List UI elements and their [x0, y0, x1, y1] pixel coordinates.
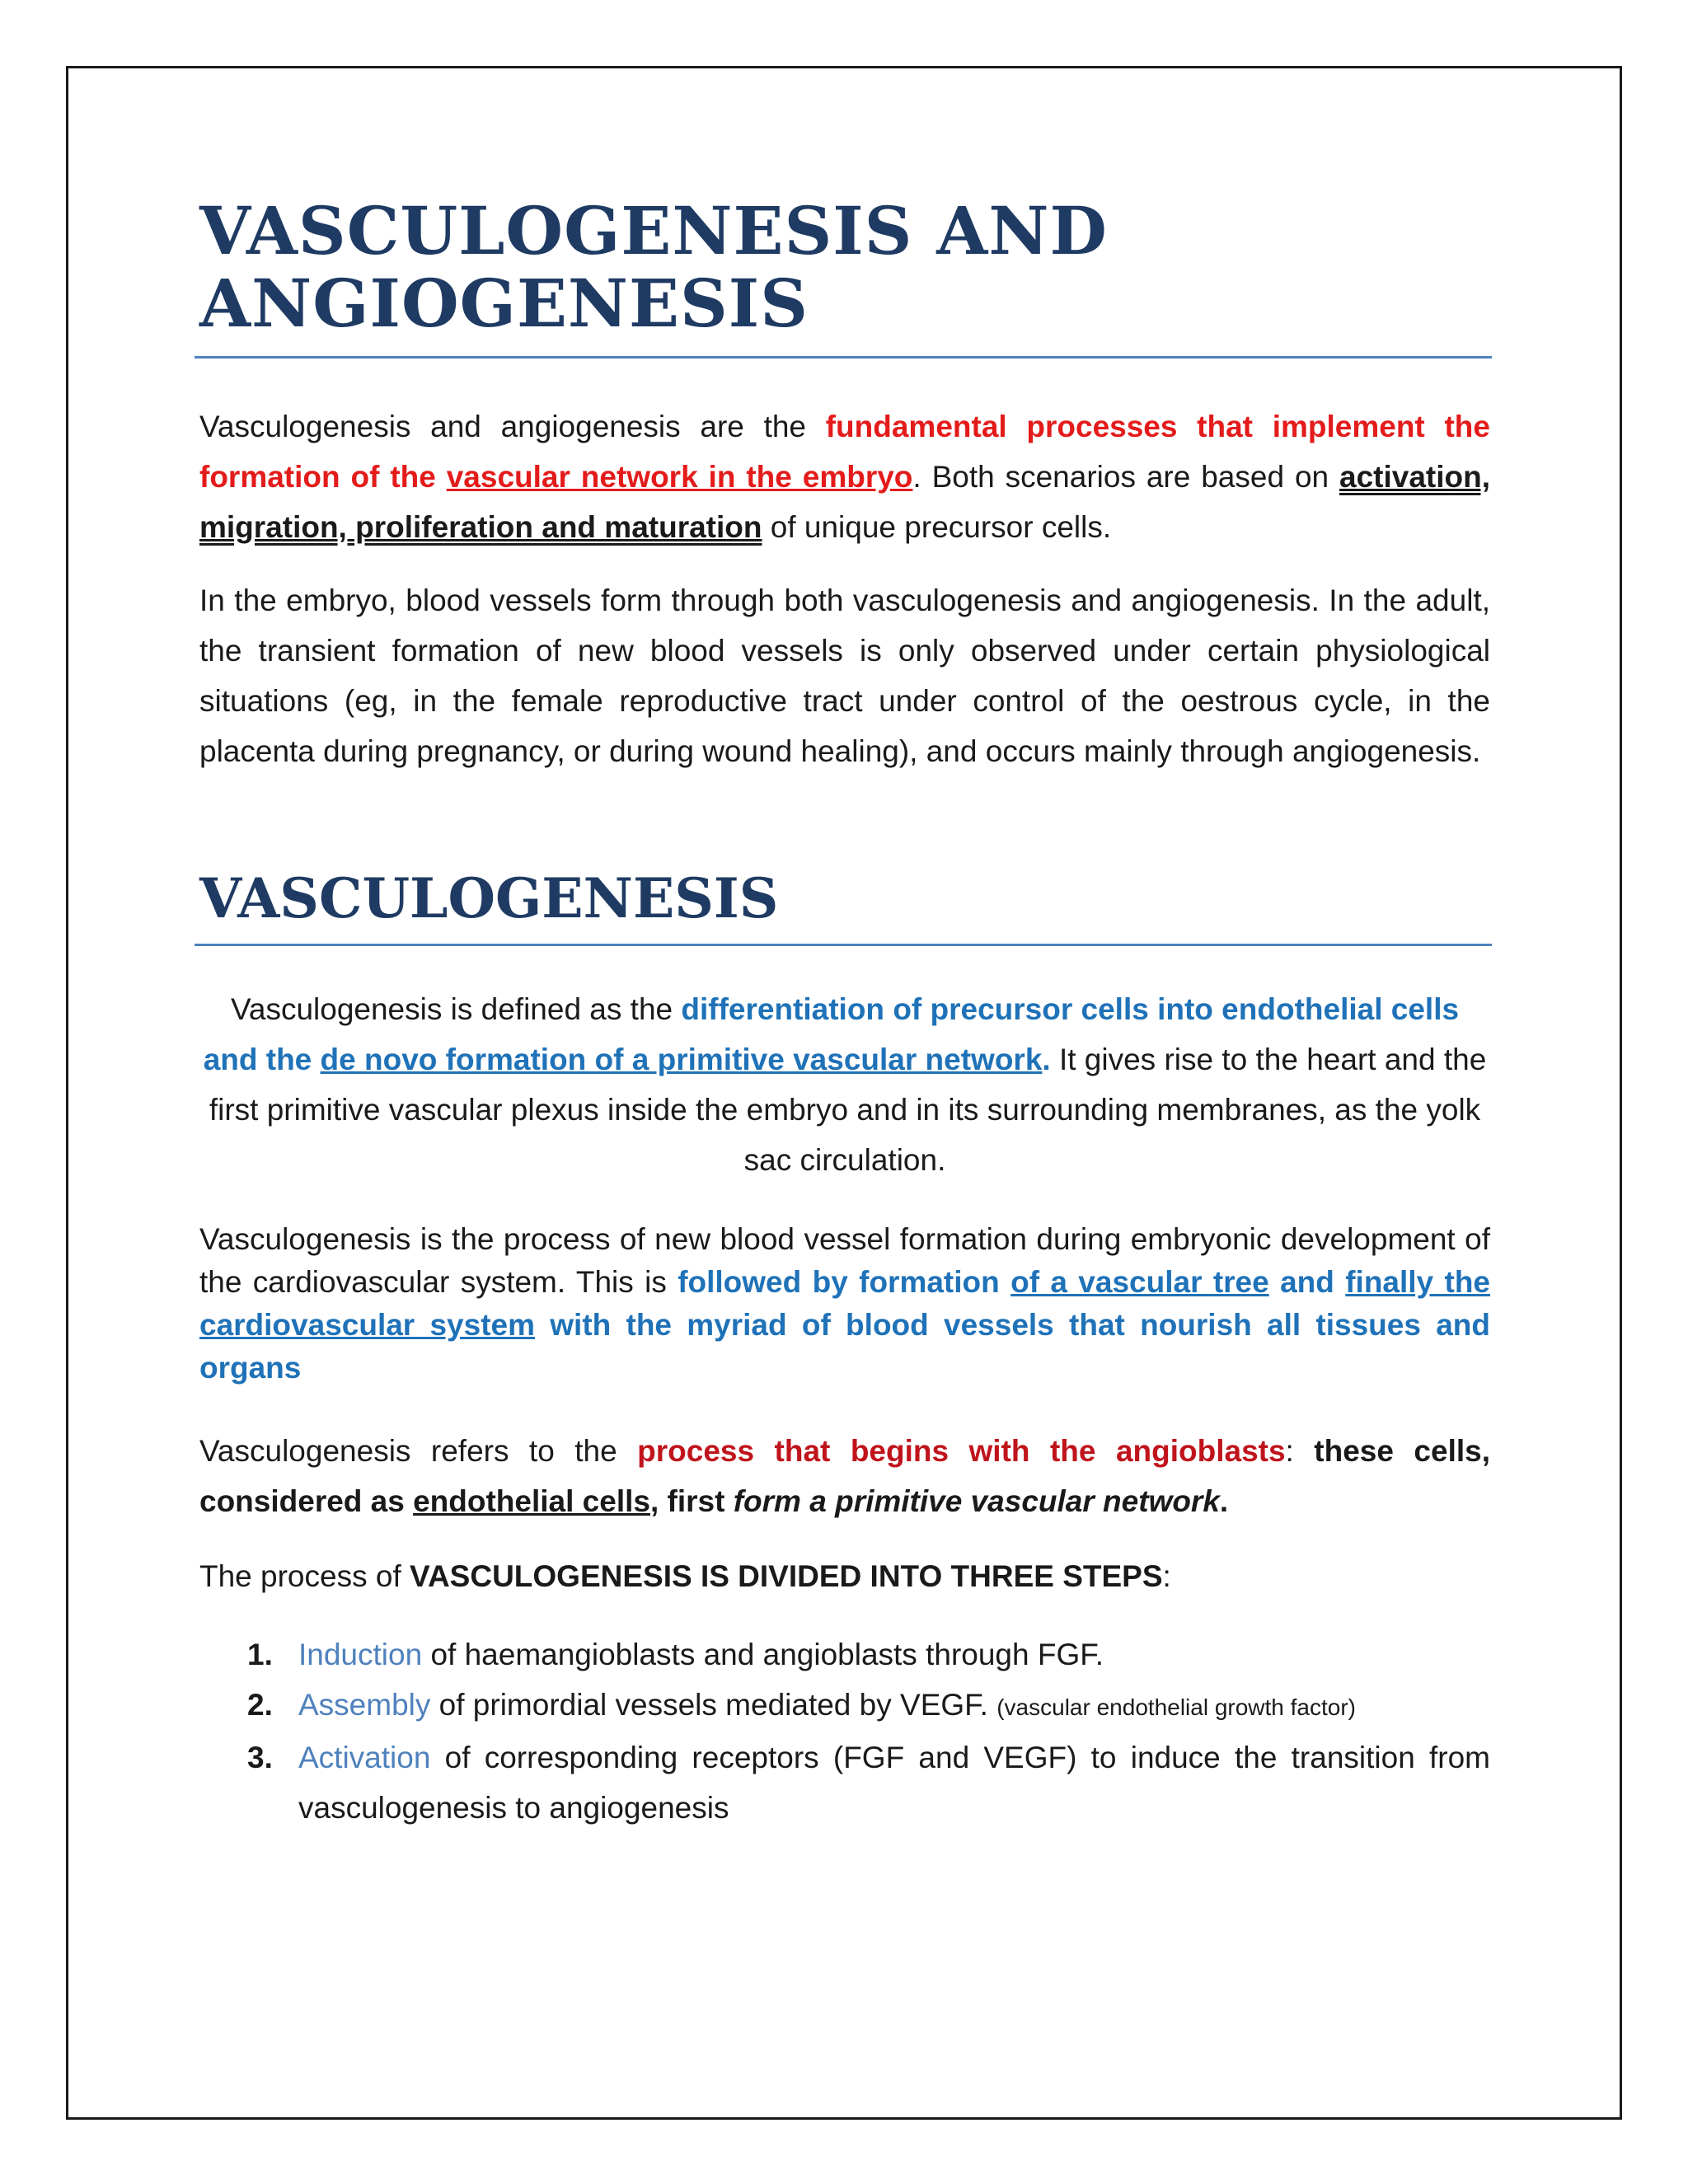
- p4-text: Vasculogenesis refers to the: [199, 1433, 638, 1468]
- p5-text: The process of: [199, 1558, 410, 1593]
- p4-bold: .: [1219, 1483, 1229, 1518]
- section-rule: [195, 944, 1492, 946]
- step-keyword: Induction: [298, 1637, 423, 1671]
- step-text: of primordial vessels mediated by VEGF.: [430, 1687, 997, 1722]
- p3-highlight: with the myriad of blood vessels that nourish all tissues and organs: [199, 1307, 1490, 1385]
- definition-highlight-dot: .: [1042, 1042, 1051, 1076]
- document-body: [199, 194, 1490, 1833]
- step-number: 3.: [247, 1740, 273, 1774]
- paragraph-5: [199, 1551, 1490, 1601]
- list-item: [199, 1680, 1490, 1732]
- p3-text: Vasculogenesis is the process of new blood vessel formation during embryonic development of the cardiovascular system. This is: [199, 1221, 1490, 1299]
- step-keyword: Activation: [298, 1740, 431, 1774]
- p3-highlight-underlined: finally the cardiovascular system: [199, 1264, 1490, 1342]
- p3-highlight-underlined: of a vascular tree: [1010, 1264, 1269, 1299]
- p5-bold: VASCULOGENESIS IS DIVIDED INTO THREE STEPS: [410, 1558, 1163, 1593]
- intro-highlight: fundamental processes that implement the formation of the: [199, 410, 1490, 494]
- step-number: 1.: [247, 1637, 273, 1671]
- list-item: [199, 1629, 1490, 1680]
- paragraph-3: [199, 1218, 1490, 1390]
- step-keyword: Assembly: [298, 1687, 431, 1722]
- p5-text: :: [1162, 1558, 1171, 1593]
- paragraph-4: [199, 1426, 1490, 1526]
- section-title: VASCULOGENESIS: [199, 866, 779, 930]
- definition-highlight-underlined: de novo formation of a primitive vascular network: [320, 1042, 1043, 1076]
- p3-highlight: followed by formation: [678, 1264, 1011, 1299]
- intro-highlight-underlined: vascular network in the embryo: [446, 460, 913, 494]
- p3-highlight: and: [1268, 1264, 1346, 1299]
- definition-paragraph: [199, 984, 1490, 1185]
- intro-text: Vasculogenesis and angiogenesis are the: [199, 410, 826, 443]
- definition-text: Vasculogenesis is defined as the: [230, 991, 682, 1026]
- step-text: of haemangioblasts and angioblasts through FGF.: [422, 1637, 1104, 1671]
- intro-text: . Both scenarios are based on: [912, 460, 1339, 494]
- definition-text: It gives rise to the heart and the first primitive vascular plexus inside the embryo and in its surrounding membranes, as the yolk sac circulation.: [209, 1042, 1487, 1177]
- document-title: VASCULOGENESIS AND ANGIOGENESIS: [199, 192, 1108, 342]
- list-item: [199, 1732, 1490, 1833]
- step-text: of corresponding receptors (FGF and VEGF) to induce the transition from vasculogenesis to angiogenesis: [298, 1740, 1490, 1825]
- step-number: 2.: [247, 1687, 273, 1722]
- intro-paragraph-1: [199, 401, 1490, 552]
- p4-bold: , first: [649, 1483, 734, 1518]
- steps-list: [199, 1629, 1490, 1833]
- intro-processes: activation, migration, proliferation and maturation: [199, 460, 1490, 544]
- definition-highlight: differentiation of precursor cells into endothelial cells and the: [203, 991, 1460, 1076]
- title-rule: [195, 356, 1492, 359]
- p4-bold-underlined: endothelial cells: [413, 1483, 650, 1518]
- intro-text: of unique precursor cells.: [762, 510, 1112, 544]
- intro-paragraph-2: In the embryo, blood vessels form through both vasculogenesis and angiogenesis. In the adult, the transient formation of new blood vessels is only observed under certain physiological situations (eg, in the female reproductive tract under control of the oestrous cycle, in the placenta during pregnancy, or during wound healing), and occurs mainly through angiogenesis.: [199, 583, 1490, 768]
- p4-highlight: process that begins with the angioblasts: [637, 1433, 1286, 1468]
- p4-text: :: [1285, 1433, 1315, 1468]
- p4-bold: these cells, considered as: [199, 1433, 1490, 1518]
- step-note: (vascular endothelial growth factor): [996, 1694, 1356, 1720]
- p4-bold-italic: form a primitive vascular network: [733, 1483, 1220, 1518]
